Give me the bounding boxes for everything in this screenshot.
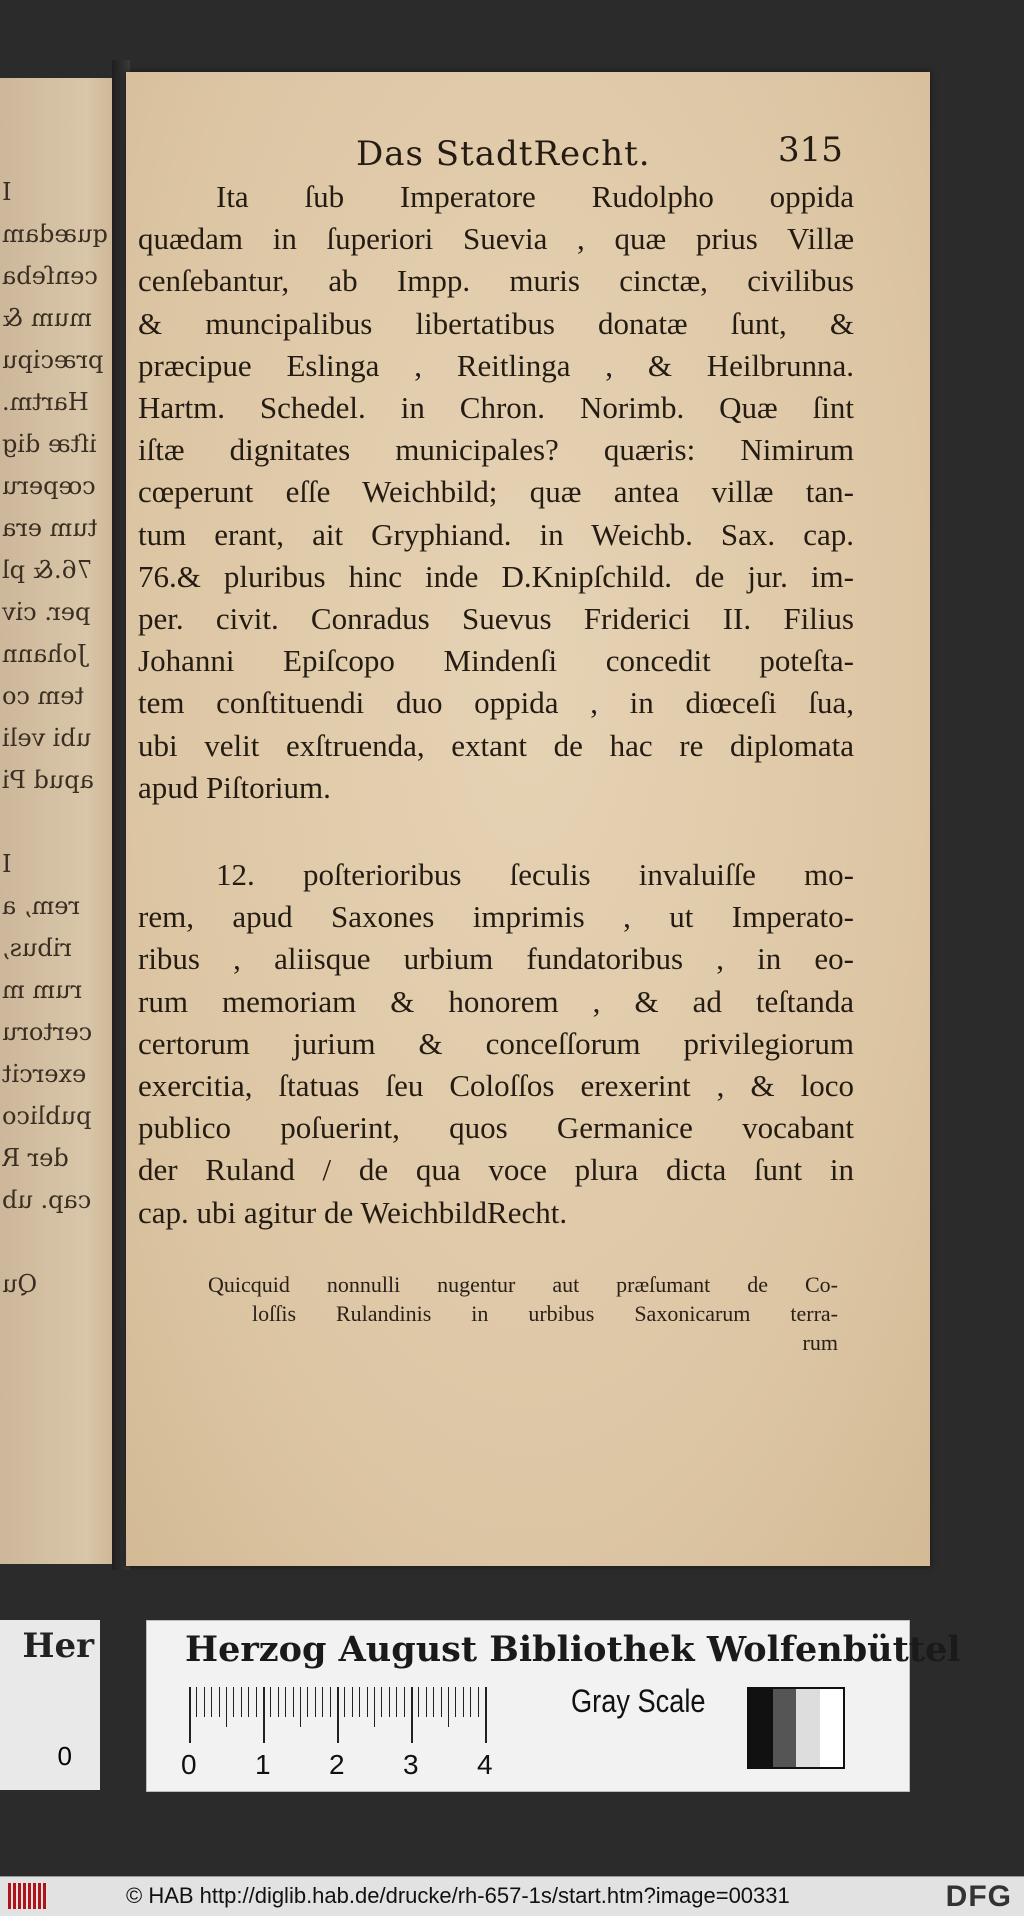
ruler-tick	[300, 1687, 301, 1727]
ruler-tick	[307, 1687, 308, 1717]
ruler-tick	[211, 1687, 212, 1717]
ruler-tick	[270, 1687, 271, 1717]
running-head: Das StadtRecht.	[356, 134, 651, 174]
ruler-tick	[189, 1687, 191, 1743]
previous-page-line: exercit	[2, 1060, 87, 1088]
ruler-tick	[344, 1687, 345, 1717]
text-line: iſtæ dignitates municipales? quæris: Nimirum	[138, 432, 854, 468]
previous-page-line: I	[2, 178, 12, 206]
previous-page-line: publico	[2, 1102, 92, 1130]
ruler-tick	[322, 1687, 323, 1717]
previous-page-line: Johann	[2, 640, 87, 668]
ruler-tick	[463, 1687, 464, 1717]
ruler-tick	[352, 1687, 353, 1717]
ruler-tick	[219, 1687, 220, 1717]
ruler	[185, 1687, 545, 1749]
gray-swatch	[820, 1689, 844, 1767]
gray-scale-swatches	[747, 1687, 845, 1769]
previous-page-line: apud Pi	[2, 766, 94, 794]
ruler-tick	[426, 1687, 427, 1717]
previous-page-line: 76.& pl	[2, 556, 93, 584]
ruler-tick	[396, 1687, 397, 1717]
previous-page-line	[2, 1228, 118, 1262]
ruler-tick	[381, 1687, 382, 1717]
previous-page-line: certoru	[2, 1018, 93, 1046]
text-line: Hartm. Schedel. in Chron. Norimb. Quæ ſint	[138, 390, 854, 426]
previous-page-line: per. civ	[2, 598, 91, 626]
ruler-number: 4	[477, 1749, 493, 1780]
text-line: 12. poſterioribus ſeculis invaluiſſe mo-	[216, 857, 854, 892]
previous-page-line: rem, a	[2, 892, 80, 920]
ruler-tick	[256, 1687, 257, 1717]
text-line: cenſebantur, ab Impp. muris cinctæ, civilibus	[138, 263, 854, 299]
scale-card	[146, 1620, 961, 1792]
ruler-tick	[359, 1687, 360, 1717]
gray-swatch	[749, 1689, 773, 1767]
previous-page-line	[2, 808, 118, 842]
previous-card-library: Her	[22, 1626, 94, 1666]
dfg-logo: DFG	[945, 1880, 1012, 1913]
previous-page-line: mum &	[2, 304, 92, 332]
previous-card-zero: 0	[57, 1741, 72, 1771]
library-name: Herzog August Bibliothek Wolfenbüttel	[185, 1629, 961, 1670]
ruler-number: 3	[403, 1749, 419, 1780]
text-line: rum	[802, 1330, 838, 1355]
ruler-tick	[441, 1687, 442, 1717]
text-line: ribus , aliisque urbium fundatoribus , in eo-	[138, 941, 854, 977]
paragraph-1	[138, 176, 854, 809]
previous-page-line: Hartm.	[2, 388, 89, 416]
text-line: quædam in ſuperiori Suevia , quæ prius Villæ	[138, 221, 854, 257]
ruler-tick	[433, 1687, 434, 1717]
previous-page-line: tem co	[2, 682, 85, 710]
text-line: exercitia, ſtatuas ſeu Coloſſos erexerint , & loco	[138, 1068, 854, 1104]
ruler-tick	[204, 1687, 205, 1717]
ruler-tick	[196, 1687, 197, 1717]
previous-page-line: præcipu	[2, 346, 104, 374]
ruler-tick	[485, 1687, 487, 1743]
ruler-tick	[233, 1687, 234, 1717]
text-line: ubi velit exſtruenda, extant de hac re diplomata	[138, 727, 854, 763]
ruler-tick	[478, 1687, 479, 1717]
text-line: Johanni Epiſcopo Mindenſi concedit poteſta-	[138, 643, 854, 679]
previous-page-line: cap. ub	[2, 1186, 92, 1214]
gray-swatch	[773, 1689, 797, 1767]
previous-page-line: tum era	[2, 514, 98, 542]
gray-scale-label: Gray Scale	[571, 1683, 706, 1719]
ruler-tick	[455, 1687, 456, 1717]
ruler-tick	[248, 1687, 249, 1717]
previous-page-line: ribus,	[2, 934, 72, 962]
ruler-tick	[448, 1687, 449, 1727]
text-line: per. civit. Conradus Suevus Friderici II. Filius	[138, 601, 854, 637]
text-line: loſſis Rulandinis in urbibus Saxonicarum terra-	[252, 1301, 838, 1326]
text-line: Quicquid nonnulli nugentur aut præſumant de Co-	[208, 1272, 838, 1297]
previous-page-line: I	[2, 850, 12, 878]
ruler-tick	[330, 1687, 331, 1717]
previous-scale-card	[0, 1620, 100, 1790]
previous-page-strip	[0, 78, 124, 1564]
footer-bar	[0, 1876, 1024, 1916]
text-line: certorum jurium & conceſſorum privilegiorum	[138, 1025, 854, 1061]
ruler-tick	[470, 1687, 471, 1717]
text-line: tum erant, ait Gryphiand. in Weichb. Sax. cap.	[138, 516, 854, 552]
ruler-tick	[315, 1687, 316, 1717]
previous-page-line: iſtæ dig	[2, 430, 97, 458]
text-line: Ita ſub Imperatore Rudolpho oppida	[216, 179, 854, 214]
previous-page-line: Qu	[2, 1270, 38, 1298]
text-line: tem conſtituendi duo oppida , in diœceſi ſua,	[138, 685, 854, 721]
ruler-number: 2	[329, 1749, 345, 1780]
ruler-tick	[418, 1687, 419, 1717]
ruler-tick	[389, 1687, 390, 1717]
ruler-tick	[226, 1687, 227, 1727]
previous-page-line: cœperu	[2, 472, 96, 500]
barcode-icon	[8, 1883, 48, 1909]
previous-page-line: cenſeba	[2, 262, 98, 290]
book-page	[126, 72, 930, 1566]
text-line: 76.& pluribus hinc inde D.Knipſchild. de jur. im-	[138, 558, 854, 594]
ruler-number: 1	[255, 1749, 271, 1780]
ruler-tick	[337, 1687, 339, 1743]
ruler-tick	[293, 1687, 294, 1717]
previous-page-line: der R	[2, 1144, 69, 1172]
ruler-tick	[404, 1687, 405, 1717]
page-number: 315	[778, 130, 843, 170]
text-line: der Ruland / de qua voce plura dicta ſunt in	[138, 1152, 854, 1188]
ruler-number: 0	[181, 1749, 197, 1780]
gray-swatch	[796, 1689, 820, 1767]
text-line: præcipue Eslinga , Reitlinga , & Heilbrunna.	[138, 347, 854, 383]
text-line: rum memoriam & honorem , & ad teſtanda	[138, 983, 854, 1019]
previous-page-line: rum m	[2, 976, 83, 1004]
text-line: cœperunt eſſe Weichbild; quæ antea villæ tan-	[138, 474, 854, 510]
previous-page-line: ubi veli	[2, 724, 92, 752]
ruler-tick	[263, 1687, 265, 1743]
text-line: rem, apud Saxones imprimis , ut Imperato-	[138, 899, 854, 935]
marginal-note	[208, 1270, 838, 1357]
ruler-tick	[285, 1687, 286, 1717]
text-line: apud Piſtorium.	[138, 769, 331, 805]
previous-page-line: quædam	[2, 220, 108, 248]
ruler-tick	[374, 1687, 375, 1727]
paragraph-2	[138, 854, 854, 1234]
text-line: cap. ubi agitur de WeichbildRecht.	[138, 1194, 568, 1230]
text-line: publico poſuerint, quos Germanice vocabant	[138, 1110, 854, 1146]
text-line: & muncipalibus libertatibus donatæ ſunt, &	[138, 305, 854, 341]
ruler-tick	[367, 1687, 368, 1717]
ruler-tick	[278, 1687, 279, 1717]
ruler-tick	[241, 1687, 242, 1717]
ruler-tick	[411, 1687, 413, 1743]
footer-url-text[interactable]: © HAB http://diglib.hab.de/drucke/rh-657-1s/start.htm?image=00331	[126, 1883, 790, 1908]
